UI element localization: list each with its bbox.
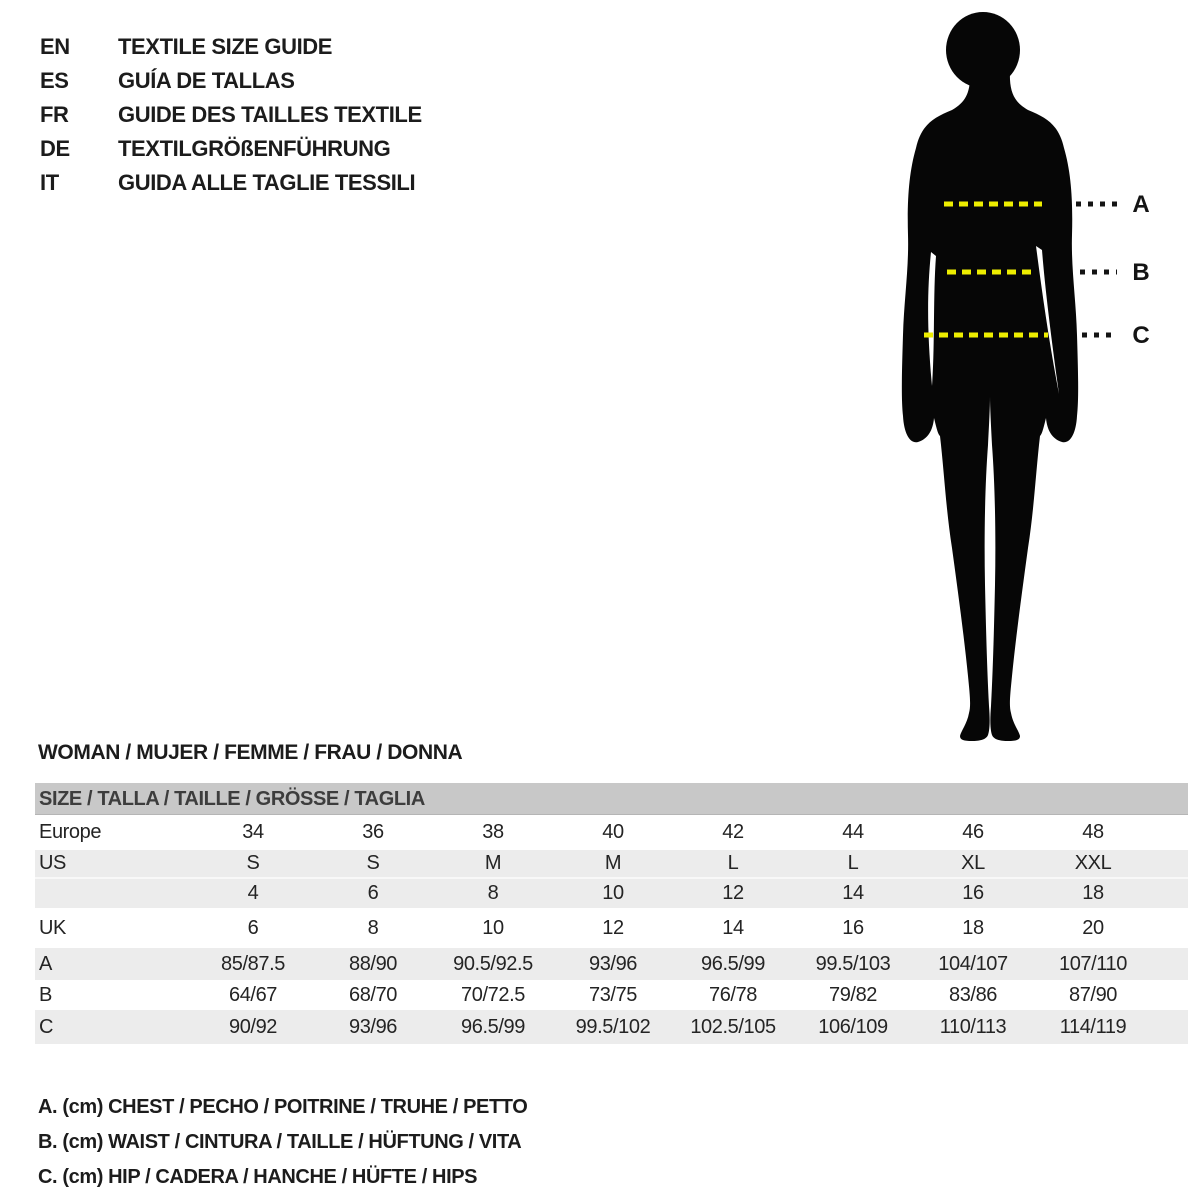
table-cell: 83/86 [948, 983, 998, 1006]
language-title: GUÍA DE TALLAS [118, 68, 295, 93]
language-code: DE [40, 136, 70, 161]
table-cell: 6 [247, 916, 259, 939]
table-cell: 20 [1082, 916, 1104, 939]
language-title: GUIDA ALLE TAGLIE TESSILI [118, 170, 416, 195]
table-cell: 79/82 [828, 983, 878, 1006]
table-cell: 16 [962, 882, 984, 904]
row-label: C [39, 1015, 54, 1038]
table-cell: 14 [842, 882, 864, 904]
table-cell: 4 [247, 882, 259, 904]
table-cell: 76/78 [708, 983, 758, 1006]
table-cell: 42 [722, 821, 744, 843]
black-pointer-dashes [1076, 204, 1117, 335]
table-cell: L [727, 852, 739, 874]
legend-waist: B. (cm) WAIST / CINTURA / TAILLE / HÜFTUNG / VITA [38, 1131, 522, 1153]
table-cell: 85/87.5 [221, 952, 285, 975]
legend-hip: C. (cm) HIP / CADERA / HANCHE / HÜFTE / HIPS [38, 1166, 478, 1188]
row-label: Europe [39, 821, 102, 843]
language-row-fr [40, 98, 422, 132]
section-title-woman: WOMAN / MUJER / FEMME / FRAU / DONNA [38, 741, 463, 764]
language-title: GUIDE DES TAILLES TEXTILE [118, 102, 422, 127]
row-label: A [39, 952, 52, 975]
table-cell: XL [961, 852, 985, 874]
table-cell: 16 [842, 916, 864, 939]
table-cell: 99.5/102 [575, 1015, 651, 1038]
table-cell: 44 [842, 821, 864, 843]
language-title-list [40, 30, 422, 200]
table-cell: 99.5/103 [815, 952, 891, 975]
table-cell: 18 [1082, 882, 1104, 904]
language-code: IT [40, 170, 59, 195]
table-cell: 96.5/99 [461, 1015, 525, 1038]
table-cell: 87/90 [1068, 983, 1118, 1006]
table-row-us-numeric [35, 879, 1188, 908]
table-cell: 93/96 [348, 1015, 398, 1038]
language-code: ES [40, 68, 69, 93]
table-cell: 10 [602, 882, 624, 904]
table-cell: 14 [722, 916, 744, 939]
table-row-hip-c [35, 1010, 1188, 1044]
row-label: B [39, 983, 52, 1006]
table-cell: 34 [242, 821, 264, 843]
table-cell: S [246, 852, 260, 874]
table-cell: 110/113 [939, 1015, 1007, 1038]
table-cell: 90/92 [228, 1015, 278, 1038]
table-cell: S [366, 852, 380, 874]
table-cell: 104/107 [938, 952, 1008, 975]
table-cell: 40 [602, 821, 624, 843]
language-row-en [40, 30, 422, 64]
table-cell: 8 [367, 916, 379, 939]
table-cell: XXL [1074, 852, 1112, 874]
table-row-waist-b [35, 980, 1188, 1010]
table-cell: 10 [482, 916, 504, 939]
table-cell: 48 [1082, 821, 1104, 843]
table-cell: 73/75 [588, 983, 638, 1006]
language-row-it [40, 166, 422, 200]
table-cell: 93/96 [588, 952, 638, 975]
table-cell: 114/119 [1059, 1015, 1127, 1038]
measure-label-chest: A [1132, 191, 1150, 218]
table-row-us-letter [35, 850, 1188, 879]
language-row-es [40, 64, 422, 98]
table-cell: M [604, 852, 622, 874]
table-cell: 107/110 [1058, 952, 1127, 975]
table-cell: 18 [962, 916, 984, 939]
legend-chest: A. (cm) CHEST / PECHO / POITRINE / TRUHE / PETTO [38, 1096, 528, 1118]
table-cell: 46 [962, 821, 984, 843]
table-cell: 38 [482, 821, 504, 843]
table-cell: 12 [722, 882, 744, 904]
table-cell: 90.5/92.5 [453, 952, 533, 975]
table-cell: L [847, 852, 859, 874]
table-cell: 12 [602, 916, 624, 939]
row-label: US [39, 852, 66, 874]
row-label: UK [39, 916, 66, 939]
table-cell: 106/109 [818, 1015, 888, 1038]
size-table-header: SIZE / TALLA / TAILLE / GRÖSSE / TAGLIA [35, 783, 1188, 815]
language-title: TEXTILGRÖßENFÜHRUNG [118, 136, 391, 161]
table-cell: 8 [487, 882, 499, 904]
table-row-europe [35, 815, 1188, 850]
table-cell: 96.5/99 [701, 952, 765, 975]
table-cell: 68/70 [348, 983, 398, 1006]
language-title: TEXTILE SIZE GUIDE [118, 34, 333, 59]
table-cell: 36 [362, 821, 384, 843]
table-cell: 102.5/105 [690, 1015, 776, 1038]
language-row-de [40, 132, 422, 166]
woman-silhouette-icon [880, 0, 1200, 760]
language-code: FR [40, 102, 69, 127]
table-row-chest-a [35, 948, 1188, 980]
measure-label-waist: B [1132, 259, 1150, 286]
measure-label-hip: C [1132, 322, 1150, 349]
table-row-uk [35, 908, 1188, 948]
table-cell: 6 [367, 882, 379, 904]
size-table [35, 783, 1188, 1044]
measurement-legend [38, 1090, 527, 1195]
language-code: EN [40, 34, 70, 59]
table-cell: 64/67 [228, 983, 278, 1006]
table-cell: 88/90 [348, 952, 398, 975]
table-cell: M [484, 852, 502, 874]
table-cell: 70/72.5 [461, 983, 525, 1006]
